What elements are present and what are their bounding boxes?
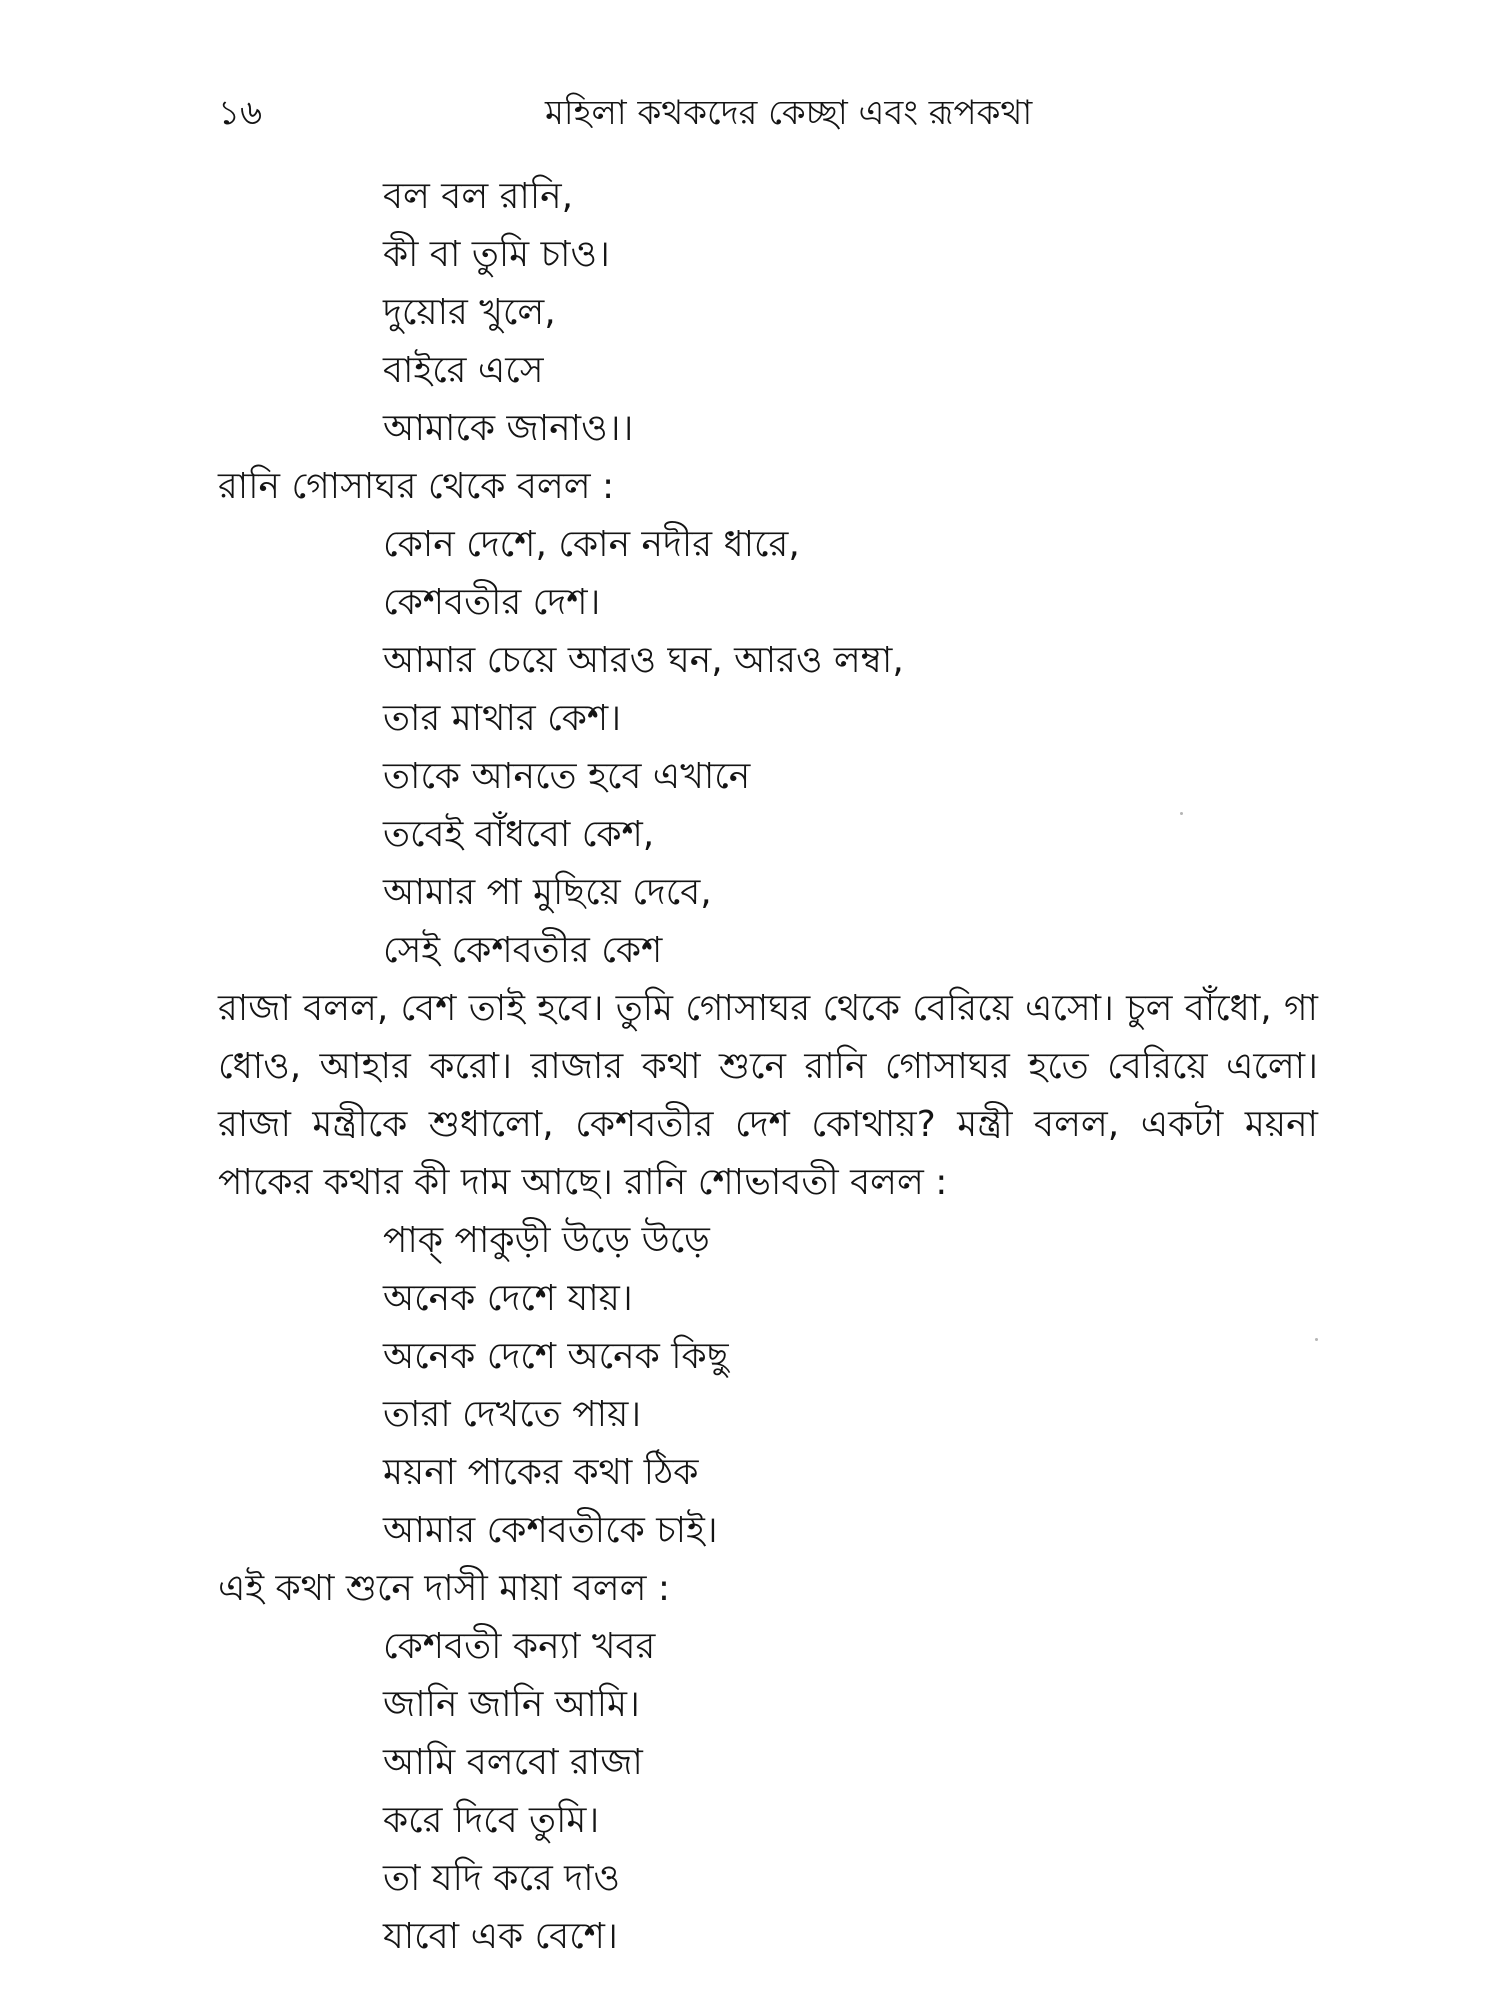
verse-block-4: [218, 1618, 1318, 1966]
verse-line: বল বল রানি,: [383, 176, 574, 217]
verse-line: তারা দেখতে পায়।: [383, 1394, 642, 1435]
verse-block-1: [218, 168, 1318, 458]
verse-line: তার মাথার কেশ।: [383, 698, 622, 739]
verse-block-2: [218, 516, 1318, 980]
running-title: মহিলা কথকদের কেচ্ছা এবং রূপকথা: [545, 93, 1033, 133]
verse-line: আমাকে জানাও।।: [383, 408, 634, 449]
body-text: [218, 168, 1318, 1966]
verse-line: আমার কেশবতীকে চাই।: [383, 1510, 718, 1551]
verse-line: অনেক দেশে অনেক কিছু: [383, 1336, 729, 1377]
verse-line: তা যদি করে দাও: [383, 1858, 621, 1899]
verse-line: আমার চেয়ে আরও ঘন, আরও লম্বা,: [383, 640, 904, 681]
narration-line: এই কথা শুনে দাসী মায়া বলল :: [218, 1568, 670, 1609]
verse-line: আমি বলবো রাজা: [383, 1742, 643, 1783]
verse-line: তাকে আনতে হবে এখানে: [383, 756, 751, 797]
verse-line: কেশবতীর দেশ।: [383, 582, 601, 623]
paper-speck: [1315, 1338, 1318, 1341]
verse-line: করে দিবে তুমি।: [383, 1800, 600, 1841]
verse-line: পাক্ পাকুড়ী উড়ে উড়ে: [383, 1220, 710, 1261]
verse-line: কেশবতী কন্যা খবর: [383, 1626, 656, 1667]
verse-line: আমার পা মুছিয়ে দেবে,: [383, 872, 712, 913]
verse-line: জানি জানি আমি।: [383, 1684, 640, 1725]
prose-paragraph: রাজা বলল, বেশ তাই হবে। তুমি গোসাঘর থেকে বেরিয়ে এসো। চুল বাঁধো, গা ধোও, আহার করো। রাজার কথা শুনে রানি গোসাঘর হতে বেরিয়ে এলো। রাজা মন্ত্রীকে শুধালো, কেশবতীর দেশ কোথায়? মন্ত্রী বলল, একটা ময়না পাকের কথার কী দাম আছে। রানি শোভাবতী বলল :: [218, 988, 1318, 1203]
narration-line: রানি গোসাঘর থেকে বলল :: [218, 466, 615, 507]
page-header: [0, 88, 1500, 138]
verse-line: কোন দেশে, কোন নদীর ধারে,: [383, 524, 800, 565]
verse-block-3: [218, 1212, 1318, 1560]
verse-line: যাবো এক বেশে।: [383, 1916, 618, 1957]
verse-line: তবেই বাঁধবো কেশ,: [383, 814, 655, 855]
verse-line: দুয়োর খুলে,: [383, 292, 556, 333]
verse-line: কী বা তুমি চাও।: [383, 234, 610, 275]
verse-line: সেই কেশবতীর কেশ: [383, 930, 663, 971]
verse-line: বাইরে এসে: [383, 350, 544, 391]
paper-speck: [1180, 812, 1183, 815]
verse-line: অনেক দেশে যায়।: [383, 1278, 633, 1319]
verse-line: ময়না পাকের কথা ঠিক: [383, 1452, 699, 1493]
page-number: ১৬: [218, 93, 263, 133]
